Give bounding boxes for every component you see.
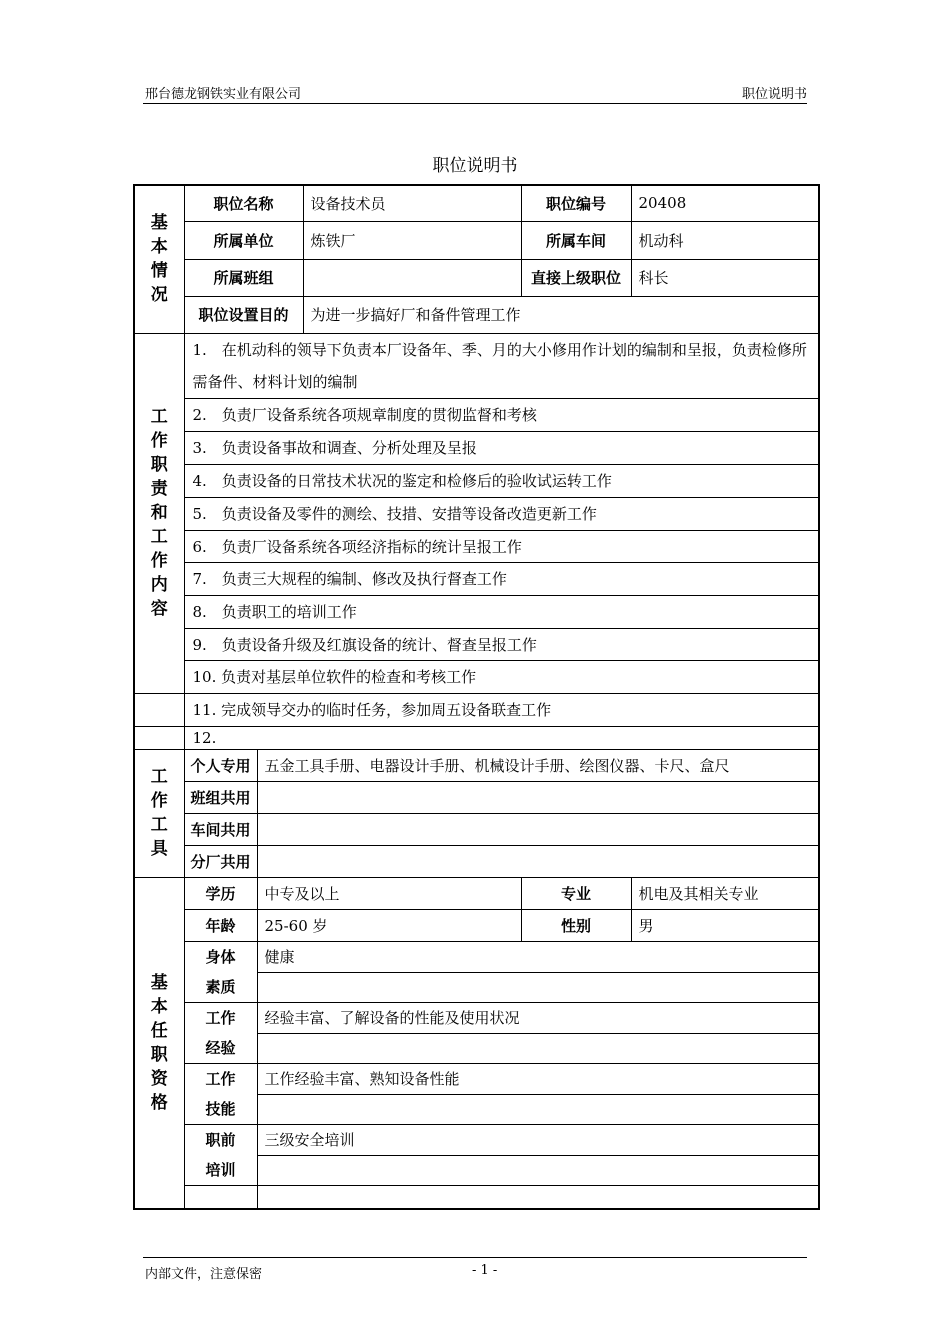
duty-item: 4. 负责设备的日常技术状况的鉴定和检修后的验收试运转工作 (184, 464, 819, 497)
header-company: 邢台德龙钢铁实业有限公司 (145, 87, 302, 102)
section-tools: 工作工具 (134, 749, 184, 877)
training-label-1: 职前 (184, 1124, 257, 1155)
training-value: 三级安全培训 (257, 1124, 819, 1155)
physical-label-1: 身体 (184, 941, 257, 972)
footer-rule (143, 1257, 807, 1258)
skills-value: 工作经验丰富、熟知设备性能 (257, 1063, 819, 1094)
position-name-label: 职位名称 (184, 185, 303, 221)
physical-value: 健康 (257, 941, 819, 972)
purpose-value: 为进一步搞好厂和备件管理工作 (303, 296, 819, 333)
tool-label: 个人专用 (184, 749, 257, 781)
position-code-value: 20408 (631, 185, 819, 221)
tool-value (257, 781, 819, 813)
experience-value-line-2 (257, 1033, 819, 1063)
page-title: 职位说明书 (432, 156, 518, 176)
skills-value-line-2 (257, 1094, 819, 1124)
major-value: 机电及其相关专业 (631, 877, 819, 909)
unit-value: 炼铁厂 (303, 221, 521, 259)
major-label: 专业 (521, 877, 631, 909)
header-doc-type: 职位说明书 (741, 87, 807, 102)
duty-item: 7. 负责三大规程的编制、修改及执行督查工作 (184, 562, 819, 595)
experience-value: 经验丰富、了解设备的性能及使用状况 (257, 1002, 819, 1033)
gender-value: 男 (631, 909, 819, 941)
education-label: 学历 (184, 877, 257, 909)
education-value: 中专及以上 (257, 877, 521, 909)
blank-cell (184, 1185, 257, 1209)
superior-label: 直接上级职位 (521, 259, 631, 296)
tool-label: 车间共用 (184, 813, 257, 845)
experience-label-2: 经验 (184, 1033, 257, 1063)
superior-value: 科长 (631, 259, 819, 296)
duty-item: 8. 负责职工的培训工作 (184, 595, 819, 628)
footer-note: 内部文件，注意保密 (145, 1267, 263, 1282)
blank-cell (134, 726, 184, 749)
job-description-table (133, 184, 820, 1210)
purpose-label: 职位设置目的 (184, 296, 303, 333)
unit-label: 所属单位 (184, 221, 303, 259)
duty-item: 10. 负责对基层单位软件的检查和考核工作 (184, 660, 819, 693)
section-basic-info: 基本情况 (134, 185, 184, 333)
duty-item: 12. (184, 726, 819, 749)
duty-item: 2. 负责厂设备系统各项规章制度的贯彻监督和考核 (184, 398, 819, 431)
duty-item: 1. 在机动科的领导下负责本厂设备年、季、月的大小修用作计划的编制和呈报，负责检修所需备件、材料计划的编制 (184, 333, 819, 398)
physical-value-line-2 (257, 972, 819, 1002)
age-value: 25-60 岁 (257, 909, 521, 941)
duty-item: 3. 负责设备事故和调查、分析处理及呈报 (184, 431, 819, 464)
section-qualifications: 基本任职资格 (134, 877, 184, 1209)
skills-label-2: 技能 (184, 1094, 257, 1124)
workshop-value: 机动科 (631, 221, 819, 259)
position-name-value: 设备技术员 (303, 185, 521, 221)
tool-value (257, 845, 819, 877)
duty-item: 6. 负责厂设备系统各项经济指标的统计呈报工作 (184, 530, 819, 562)
gender-label: 性别 (521, 909, 631, 941)
experience-label-1: 工作 (184, 1002, 257, 1033)
duty-item: 9. 负责设备升级及红旗设备的统计、督查呈报工作 (184, 628, 819, 660)
blank-cell (134, 693, 184, 726)
page-number: - 1 - (472, 1263, 498, 1278)
team-label: 所属班组 (184, 259, 303, 296)
tool-label: 班组共用 (184, 781, 257, 813)
training-label-2: 培训 (184, 1155, 257, 1185)
position-code-label: 职位编号 (521, 185, 631, 221)
physical-label-2: 素质 (184, 972, 257, 1002)
training-value-line-2 (257, 1155, 819, 1185)
section-duties: 工作职责和工作内容 (134, 333, 184, 693)
tool-value: 五金工具手册、电器设计手册、机械设计手册、绘图仪器、卡尺、盒尺 (257, 749, 819, 781)
blank-cell (257, 1185, 819, 1209)
workshop-label: 所属车间 (521, 221, 631, 259)
duty-item: 5. 负责设备及零件的测绘、技措、安措等设备改造更新工作 (184, 497, 819, 530)
duty-item: 11. 完成领导交办的临时任务，参加周五设备联查工作 (184, 693, 819, 726)
skills-label-1: 工作 (184, 1063, 257, 1094)
tool-label: 分厂共用 (184, 845, 257, 877)
tool-value (257, 813, 819, 845)
age-label: 年龄 (184, 909, 257, 941)
team-value (303, 259, 521, 296)
header-rule (143, 103, 807, 104)
